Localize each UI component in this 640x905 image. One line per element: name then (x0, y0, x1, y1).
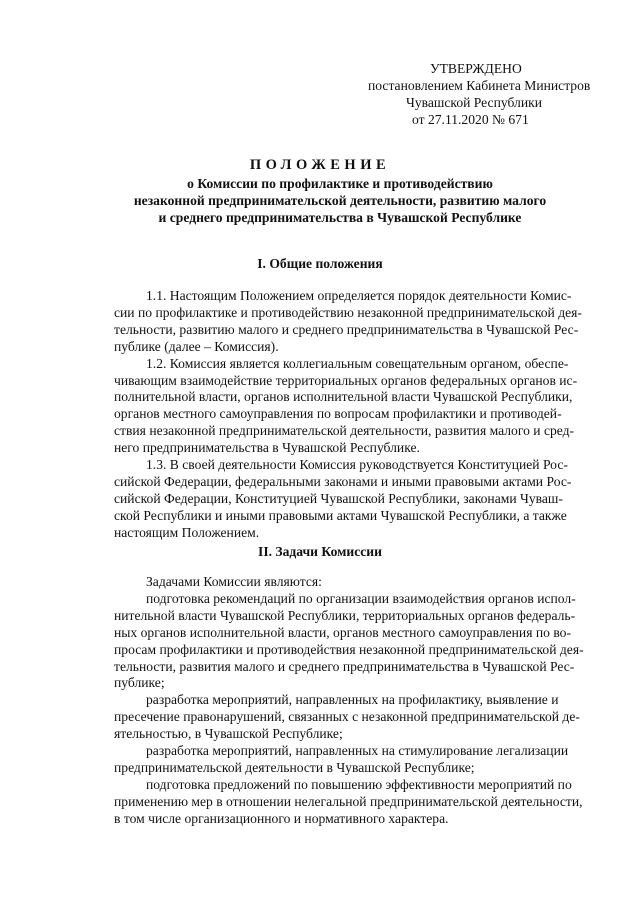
paragraph-line: подготовка предложений по повышению эффективности мероприятий по (146, 776, 572, 792)
paragraph-line: в том числе организационного и нормативного характера. (114, 810, 449, 826)
subtitle-line: о Комиссии по профилактике и противодействию (187, 176, 493, 191)
approval-stamp: УТВЕРЖДЕНО (430, 61, 522, 76)
section-heading-tasks: II. Задачи Комиссии (258, 544, 382, 559)
document-title: ПОЛОЖЕНИЕ (249, 157, 391, 173)
approval-block (360, 60, 610, 128)
paragraph-line: нительной власти Чувашской Республики, территориальных органов федераль- (114, 607, 576, 623)
paragraph-line: тельности, развитию малого и среднего предпринимательства в Чувашской Рес- (114, 321, 579, 337)
section-body-general (114, 288, 600, 542)
paragraph-line: предпринимательской деятельности в Чувашской Республике; (114, 759, 475, 775)
paragraph-line: ятельностью, в Чувашской Республике; (114, 726, 343, 742)
subtitle-line: незаконной предпринимательской деятельности, развитию малого (133, 193, 547, 208)
paragraph-line: 1.3. В своей деятельности Комиссия руководствуется Конституцией Рос- (146, 457, 568, 473)
paragraph-line: просам профилактики и противодействия незаконной предпринимательской дея- (114, 641, 584, 657)
paragraph-line: 1.1. Настоящим Положением определяется порядок деятельности Комис- (146, 288, 572, 303)
paragraph-line: Задачами Комиссии являются: (146, 574, 322, 589)
paragraph-line: тельности, развития малого и среднего предпринимательства в Чувашской Рес- (114, 658, 575, 674)
paragraph-line: 1.2. Комиссия является коллегиальным совещательным органом, обеспе- (146, 355, 569, 371)
approval-date-number: от 27.11.2020 № 671 (412, 112, 529, 127)
subtitle-line: и среднего предпринимательства в Чувашской Республике (158, 210, 522, 225)
paragraph-line: органов местного самоуправления по вопросам профилактики и противодей- (114, 406, 562, 422)
paragraph-line: разработка мероприятий, направленных на профилактику, выявление и (146, 692, 559, 708)
paragraph-line: применению мер в отношении нелегальной предпринимательской деятельности, (114, 793, 583, 809)
approval-region: Чувашской Республики (406, 95, 542, 110)
document-subtitle (100, 175, 580, 226)
paragraph-line: публике; (114, 675, 165, 691)
paragraph-line: сийской Федерации, федеральными законами и иными правовыми актами Рос- (114, 473, 572, 489)
paragraph-line: сии по профилактике и противодействию незаконной предпринимательской дея- (114, 304, 582, 320)
paragraph-line: ской Республики и иными правовыми актами Чувашской Республики, а также (114, 507, 567, 523)
section-heading-general: I. Общие положения (257, 256, 383, 271)
paragraph-line: полнительной власти, органов исполнительной власти Чувашской Республики, (114, 389, 573, 405)
section-body-tasks (114, 574, 600, 828)
approval-issuer: постановлением Кабинета Министров (368, 78, 591, 93)
paragraph-line: него предпринимательства в Чувашской Республике. (114, 440, 420, 456)
paragraph-line: публике (далее – Комиссия). (114, 338, 279, 354)
paragraph-line: пресечение правонарушений, связанных с незаконной предпринимательской де- (114, 709, 580, 725)
paragraph-line: разработка мероприятий, направленных на стимулирование легализации (146, 743, 569, 759)
paragraph-line: настоящим Положением. (114, 524, 260, 540)
paragraph-line: подготовка рекомендаций по организации взаимодействия органов испол- (146, 590, 576, 606)
paragraph-line: сийской Федерации, Конституцией Чувашской Республики, законами Чуваш- (114, 490, 563, 506)
paragraph-line: чивающим взаимодействие территориальных органов федеральных органов ис- (114, 372, 578, 388)
paragraph-line: ных органов исполнительной власти, органов местного самоуправления по во- (114, 624, 571, 640)
paragraph-line: ствия незаконной предпринимательской деятельности, развития малого и сред- (114, 423, 575, 439)
